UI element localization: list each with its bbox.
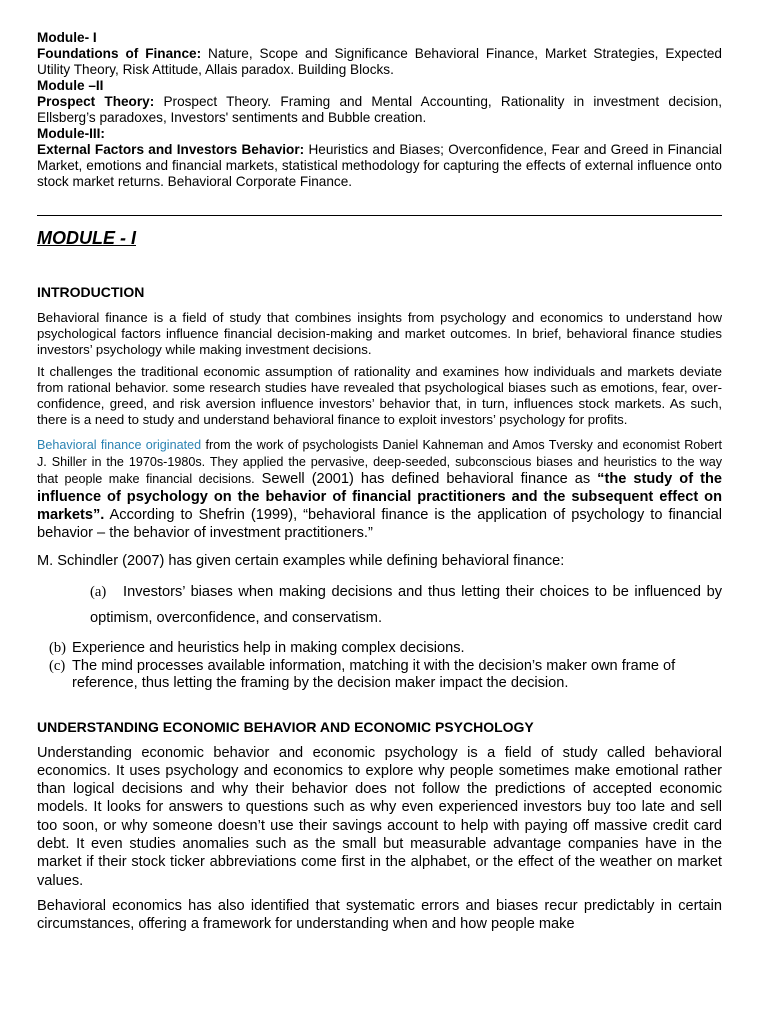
sewell-definition: “the study of the influence of psychology on the behavior of financial practitioners and the subsequent effect on markets”. (37, 471, 722, 523)
section-divider (37, 215, 722, 216)
module-3-heading: Module-III: (37, 126, 105, 141)
module-2-heading: Module –II (37, 78, 104, 93)
module-1-heading: Module- I (37, 30, 97, 45)
module-1-label: Foundations of Finance: (37, 46, 202, 61)
behavioral-finance-link[interactable]: Behavioral finance originated (37, 438, 202, 452)
origin-text: from the work of psychologists Daniel Kahneman and Amos Tversky and economist Robert J. Shiller in the 1970s-1980s. They applied the pervasive, deep-seeded, subconscious biases and heuristics to the way that people make financial decisions. (37, 438, 723, 486)
intro-paragraph-2: It challenges the traditional economic assumption of rationality and examines how individuals and markets deviate from rational behavior. some research studies have revealed that psychological biases such as emotions, fear, over-confidence, greed, and risk aversion influence investors’ behavior that, in turn, influences stock markets. As such, there is a need to study and understand behavioral finance to exploit investors’ psychology for profits. (37, 364, 722, 427)
document-page (37, 30, 722, 933)
introduction-heading: INTRODUCTION (37, 284, 145, 300)
module-3-text: Heuristics and Biases; Overconfidence, Fear and Greed in Financial Market, emotions and financial markets, statistical methodology for capturing the effects of external influence onto stock market returns. Behavioral Corporate Finance. (37, 142, 722, 189)
module-1-text: Nature, Scope and Significance Behavioral Finance, Market Strategies, Expected Utility Theory, Risk Attitude, Allais paradox. Building Blocks. (37, 46, 722, 77)
economic-paragraph-1: Understanding economic behavior and economic psychology is a field of study called behavioral economics. It uses psychology and economics to explore why people sometimes make emotional rather than logical decisions and why their behavior does not follow the predictions of accepted economic models. It looks for answers to questions such as why even experienced investors buy too late and sell too soon, or why someone doesn’t use their savings account to help with paying off massive credit card debt. It even studies anomalies such as the small but measurable advantage companies have in the market if their stock ticker abbreviations come first in the alphabet, or the effect of the weather on market values. (37, 744, 722, 889)
example-b-text: Experience and heuristics help in making complex decisions. (72, 640, 465, 656)
module-3-label: External Factors and Investors Behavior: (37, 142, 305, 157)
intro-paragraph-3 (37, 437, 722, 542)
example-c-label: (c) (49, 657, 66, 674)
intro-paragraph-1: Behavioral finance is a field of study that combines insights from psychology and economics to understand how psychological factors influence financial decision-making and market outcomes. In brief, behavioral finance studies investors’ psychology while making investment decisions. (37, 310, 722, 357)
example-c-text: The mind processes available information, matching it with the decision’s maker own frame of reference, thus letting the framing by the decision maker impact the decision. (72, 657, 676, 691)
schindler-paragraph: M. Schindler (2007) has given certain examples while defining behavioral finance: (37, 553, 565, 569)
example-a-text: Investors’ biases when making decisions and thus letting their choices to be influenced by optimism, overconfidence, and conservatism. (90, 584, 722, 626)
economic-paragraph-2: Behavioral economics has also identified that systematic errors and biases recur predictably in certain circumstances, offering a framework for understanding when and how people make (37, 897, 722, 933)
module-2-description (37, 94, 722, 126)
list-item (49, 658, 722, 693)
example-b-label: (b) (49, 640, 67, 656)
syllabus (37, 30, 722, 190)
module-3-description (37, 142, 722, 190)
module-2-text: Prospect Theory. Framing and Mental Accounting, Rationality in investment decision, Ellsberg’s paradoxes, Investors' sentiments and Bubble creation. (37, 94, 723, 125)
list-item (49, 640, 722, 658)
example-a (90, 579, 722, 631)
example-a-label: (a) (90, 584, 107, 600)
examples-list (49, 640, 722, 693)
module-2-label: Prospect Theory: (37, 94, 155, 109)
sewell-text: Sewell (2001) has defined behavioral finance as (254, 471, 598, 487)
shefrin-definition: According to Shefrin (1999), “behavioral finance is the application of psychology to financial behavior – the behavior of investment practitioners.” (37, 507, 722, 541)
module-1-description (37, 46, 722, 78)
module-title: MODULE - I (37, 228, 136, 248)
economic-behavior-heading: UNDERSTANDING ECONOMIC BEHAVIOR AND ECONOMIC PSYCHOLOGY (37, 718, 534, 735)
